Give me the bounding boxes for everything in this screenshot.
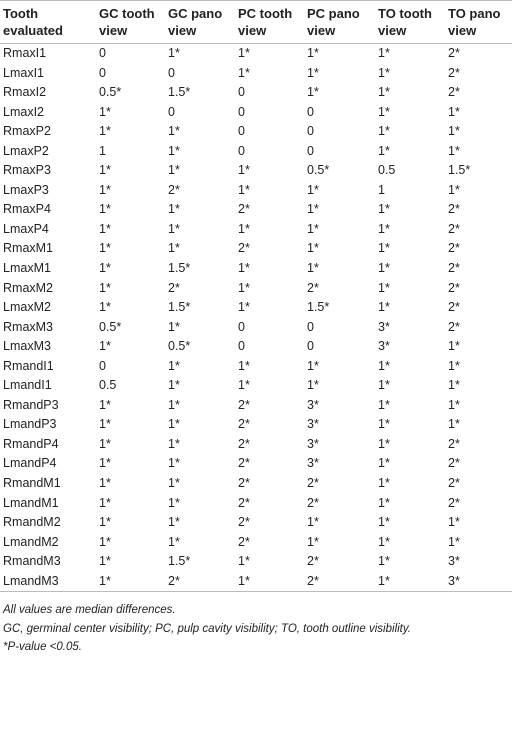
value-cell: 1* (168, 202, 180, 217)
value-cell: 1* (378, 378, 390, 393)
value-cell: 1* (307, 534, 319, 549)
value-cell: 2* (307, 573, 319, 588)
value-cell: 1* (99, 417, 111, 432)
value-cell: 0 (238, 124, 245, 139)
column-header: GC pano view (168, 6, 223, 38)
value-cell: 2* (238, 456, 250, 471)
table-row (0, 474, 512, 494)
value-cell: 2* (168, 182, 180, 197)
value-cell: 2* (238, 202, 250, 217)
column-header: PC tooth view (238, 6, 293, 38)
value-cell: 1* (378, 495, 390, 510)
tooth-name-cell: LmaxP2 (3, 143, 49, 158)
tooth-name-cell: LmandP3 (3, 417, 57, 432)
tooth-name-cell: RmaxI2 (3, 85, 47, 100)
value-cell: 1* (378, 221, 390, 236)
value-cell: 1* (238, 378, 250, 393)
value-cell: 1* (168, 476, 180, 491)
value-cell: 1* (307, 358, 319, 373)
value-cell: 0 (99, 65, 106, 80)
value-cell: 2* (307, 495, 319, 510)
table-row (0, 454, 512, 474)
value-cell: 1* (238, 182, 250, 197)
table-row (0, 64, 512, 84)
value-cell: 1 (378, 182, 385, 197)
value-cell: 2* (448, 202, 460, 217)
value-cell: 1* (168, 163, 180, 178)
value-cell: 2* (307, 554, 319, 569)
value-cell: 1* (378, 476, 390, 491)
tooth-name-cell: LmaxM3 (3, 339, 51, 354)
value-cell: 1* (99, 124, 111, 139)
value-cell: 0 (307, 104, 314, 119)
table-row (0, 122, 512, 142)
value-cell: 1* (307, 515, 319, 530)
table-row (0, 533, 512, 553)
value-cell: 1* (238, 261, 250, 276)
value-cell: 1* (378, 417, 390, 432)
value-cell: 1* (99, 202, 111, 217)
tooth-name-cell: LmaxP3 (3, 182, 49, 197)
value-cell: 1* (307, 241, 319, 256)
table-row (0, 298, 512, 318)
value-cell: 3* (307, 417, 319, 432)
value-cell: 3* (307, 397, 319, 412)
table-row (0, 259, 512, 279)
value-cell: 1* (238, 65, 250, 80)
value-cell: 0 (238, 319, 245, 334)
table-row (0, 552, 512, 572)
value-cell: 1* (307, 46, 319, 60)
value-cell: 2* (238, 417, 250, 432)
value-cell: 1* (99, 495, 111, 510)
value-cell: 0 (238, 339, 245, 354)
value-cell: 1* (307, 202, 319, 217)
value-cell: 2* (448, 241, 460, 256)
table-header-row (0, 1, 512, 44)
value-cell: 1* (168, 534, 180, 549)
value-cell: 1* (378, 241, 390, 256)
value-cell: 2* (238, 476, 250, 491)
value-cell: 3* (378, 339, 390, 354)
value-cell: 1* (238, 554, 250, 569)
tooth-name-cell: LmandI1 (3, 378, 52, 393)
table-row (0, 513, 512, 533)
value-cell: 1* (99, 241, 111, 256)
value-cell: 1* (448, 378, 460, 393)
value-cell: 0.5 (378, 163, 396, 178)
tooth-name-cell: RmaxI1 (3, 46, 47, 60)
value-cell: 1* (378, 104, 390, 119)
table-row (0, 435, 512, 455)
value-cell: 2* (238, 534, 250, 549)
value-cell: 1* (448, 339, 460, 354)
value-cell: 3* (307, 436, 319, 451)
value-cell: 0 (307, 339, 314, 354)
value-cell: 3* (307, 456, 319, 471)
value-cell: 1* (378, 534, 390, 549)
value-cell: 0 (307, 143, 314, 158)
value-cell: 1* (238, 358, 250, 373)
value-cell: 1* (168, 319, 180, 334)
value-cell: 1* (168, 143, 180, 158)
value-cell: 1* (378, 300, 390, 315)
value-cell: 1* (238, 221, 250, 236)
tooth-name-cell: LmaxI1 (3, 65, 44, 80)
value-cell: 1* (238, 46, 250, 60)
value-cell: 2* (168, 280, 180, 295)
value-cell: 0.5 (99, 378, 117, 393)
value-cell: 2* (448, 476, 460, 491)
value-cell: 0 (168, 65, 175, 80)
tooth-name-cell: RmandM1 (3, 476, 61, 491)
value-cell: 1* (307, 221, 319, 236)
value-cell: 1* (168, 456, 180, 471)
value-cell: 2* (448, 319, 460, 334)
value-cell: 1* (378, 573, 390, 588)
value-cell: 1* (378, 515, 390, 530)
value-cell: 1* (168, 495, 180, 510)
value-cell: 1* (238, 163, 250, 178)
tooth-name-cell: RmaxM3 (3, 319, 54, 334)
footnote-median: All values are median differences. (3, 604, 176, 617)
value-cell: 1* (168, 436, 180, 451)
tooth-name-cell: LmaxM2 (3, 300, 51, 315)
tooth-name-cell: RmaxM1 (3, 241, 54, 256)
value-cell: 2* (307, 280, 319, 295)
tooth-name-cell: LmaxP4 (3, 221, 49, 236)
value-cell: 1* (168, 241, 180, 256)
table-row (0, 572, 512, 592)
value-cell: 2* (238, 241, 250, 256)
tooth-name-cell: RmaxP4 (3, 202, 51, 217)
value-cell: 1.5* (168, 554, 191, 569)
value-cell: 0 (238, 85, 245, 100)
value-cell: 3* (448, 554, 460, 569)
value-cell: 0 (99, 46, 106, 60)
tooth-name-cell: LmandM2 (3, 534, 59, 549)
value-cell: 1* (378, 46, 390, 60)
value-cell: 1* (307, 378, 319, 393)
value-cell: 2* (448, 436, 460, 451)
value-cell: 1* (378, 554, 390, 569)
value-cell: 1.5* (168, 85, 191, 100)
value-cell: 0 (307, 124, 314, 139)
value-cell: 1* (99, 436, 111, 451)
value-cell: 1 (99, 143, 106, 158)
value-cell: 1* (378, 261, 390, 276)
column-header: TO pano view (448, 6, 501, 38)
value-cell: 1* (99, 300, 111, 315)
value-cell: 2* (448, 456, 460, 471)
tooth-name-cell: RmandI1 (3, 358, 54, 373)
value-cell: 1* (99, 534, 111, 549)
value-cell: 1* (378, 280, 390, 295)
table-row (0, 396, 512, 416)
value-cell: 1* (307, 85, 319, 100)
value-cell: 1* (378, 202, 390, 217)
tooth-name-cell: RmandP3 (3, 397, 59, 412)
value-cell: 1* (448, 534, 460, 549)
value-cell: 0 (307, 319, 314, 334)
value-cell: 2* (238, 515, 250, 530)
column-header: Tooth evaluated (3, 6, 63, 38)
table-row (0, 103, 512, 123)
table-row (0, 318, 512, 338)
value-cell: 2* (448, 261, 460, 276)
value-cell: 1* (99, 339, 111, 354)
footnote-abbreviations: GC, germinal center visibility; PC, pulp cavity visibility; TO, tooth outline visibility. (3, 622, 411, 635)
value-cell: 1* (99, 280, 111, 295)
value-cell: 1* (99, 397, 111, 412)
table-row (0, 239, 512, 259)
value-cell: 1* (448, 182, 460, 197)
value-cell: 1* (448, 515, 460, 530)
value-cell: 1* (99, 456, 111, 471)
value-cell: 1* (99, 104, 111, 119)
table-row (0, 142, 512, 162)
tooth-name-cell: RmaxP3 (3, 163, 51, 178)
table-row (0, 357, 512, 377)
value-cell: 2* (448, 46, 460, 60)
value-cell: 1* (307, 182, 319, 197)
table-row (0, 161, 512, 181)
value-cell: 2* (238, 397, 250, 412)
value-cell: 1* (238, 300, 250, 315)
value-cell: 0.5* (307, 163, 330, 178)
table-row (0, 279, 512, 299)
value-cell: 3* (448, 573, 460, 588)
value-cell: 2* (448, 495, 460, 510)
value-cell: 1* (378, 358, 390, 373)
value-cell: 1* (448, 417, 460, 432)
table-row (0, 494, 512, 514)
tooth-name-cell: LmandP4 (3, 456, 57, 471)
value-cell: 2* (448, 280, 460, 295)
value-cell: 2* (307, 476, 319, 491)
value-cell: 1* (168, 221, 180, 236)
value-cell: 2* (448, 85, 460, 100)
value-cell: 1.5* (168, 261, 191, 276)
value-cell: 1* (448, 104, 460, 119)
value-cell: 1* (168, 378, 180, 393)
table-row (0, 220, 512, 240)
table-row (0, 415, 512, 435)
value-cell: 0 (238, 143, 245, 158)
value-cell: 1* (448, 124, 460, 139)
value-cell: 1* (378, 143, 390, 158)
tooth-name-cell: RmaxP2 (3, 124, 51, 139)
value-cell: 1* (99, 163, 111, 178)
tooth-name-cell: LmandM3 (3, 573, 59, 588)
value-cell: 2* (448, 300, 460, 315)
value-cell: 1* (168, 515, 180, 530)
value-cell: 1* (448, 358, 460, 373)
column-header: TO tooth view (378, 6, 432, 38)
column-header: PC pano view (307, 6, 360, 38)
value-cell: 1.5* (448, 163, 471, 178)
table-row (0, 200, 512, 220)
value-cell: 2* (448, 221, 460, 236)
table-row (0, 337, 512, 357)
value-cell: 1* (378, 397, 390, 412)
value-cell: 1* (168, 124, 180, 139)
tooth-name-cell: LmandM1 (3, 495, 59, 510)
value-cell: 3* (378, 319, 390, 334)
value-cell: 1* (168, 46, 180, 60)
value-cell: 1.5* (168, 300, 191, 315)
value-cell: 1* (378, 65, 390, 80)
tooth-name-cell: RmaxM2 (3, 280, 54, 295)
value-cell: 0 (238, 104, 245, 119)
table-row (0, 376, 512, 396)
value-cell: 1* (307, 261, 319, 276)
value-cell: 1* (378, 456, 390, 471)
value-cell: 2* (448, 65, 460, 80)
value-cell: 0.5* (168, 339, 191, 354)
value-cell: 1* (168, 397, 180, 412)
value-cell: 0.5* (99, 85, 122, 100)
value-cell: 1* (378, 85, 390, 100)
value-cell: 1* (448, 397, 460, 412)
value-cell: 2* (238, 495, 250, 510)
value-cell: 1* (238, 280, 250, 295)
value-cell: 1* (99, 476, 111, 491)
value-cell: 1* (448, 143, 460, 158)
value-cell: 2* (168, 573, 180, 588)
tooth-name-cell: RmandM3 (3, 554, 61, 569)
value-cell: 1* (99, 221, 111, 236)
value-cell: 1.5* (307, 300, 330, 315)
value-cell: 1* (99, 182, 111, 197)
value-cell: 1* (168, 417, 180, 432)
value-cell: 0 (99, 358, 106, 373)
value-cell: 1* (378, 436, 390, 451)
table-row (0, 83, 512, 103)
column-header: GC tooth view (99, 6, 155, 38)
value-cell: 1* (99, 261, 111, 276)
footnote-significance: *P-value <0.05. (3, 641, 82, 654)
value-cell: 0 (168, 104, 175, 119)
value-cell: 1* (99, 573, 111, 588)
value-cell: 1* (378, 124, 390, 139)
value-cell: 2* (238, 436, 250, 451)
value-cell: 0.5* (99, 319, 122, 334)
tooth-name-cell: RmandP4 (3, 436, 59, 451)
tooth-name-cell: LmaxM1 (3, 261, 51, 276)
table-body (0, 44, 512, 592)
table-row (0, 44, 512, 64)
value-cell: 1* (99, 554, 111, 569)
value-cell: 1* (238, 573, 250, 588)
value-cell: 1* (168, 358, 180, 373)
value-cell: 1* (99, 515, 111, 530)
tooth-name-cell: LmaxI2 (3, 104, 44, 119)
value-cell: 1* (307, 65, 319, 80)
tooth-name-cell: RmandM2 (3, 515, 61, 530)
table-row (0, 181, 512, 201)
